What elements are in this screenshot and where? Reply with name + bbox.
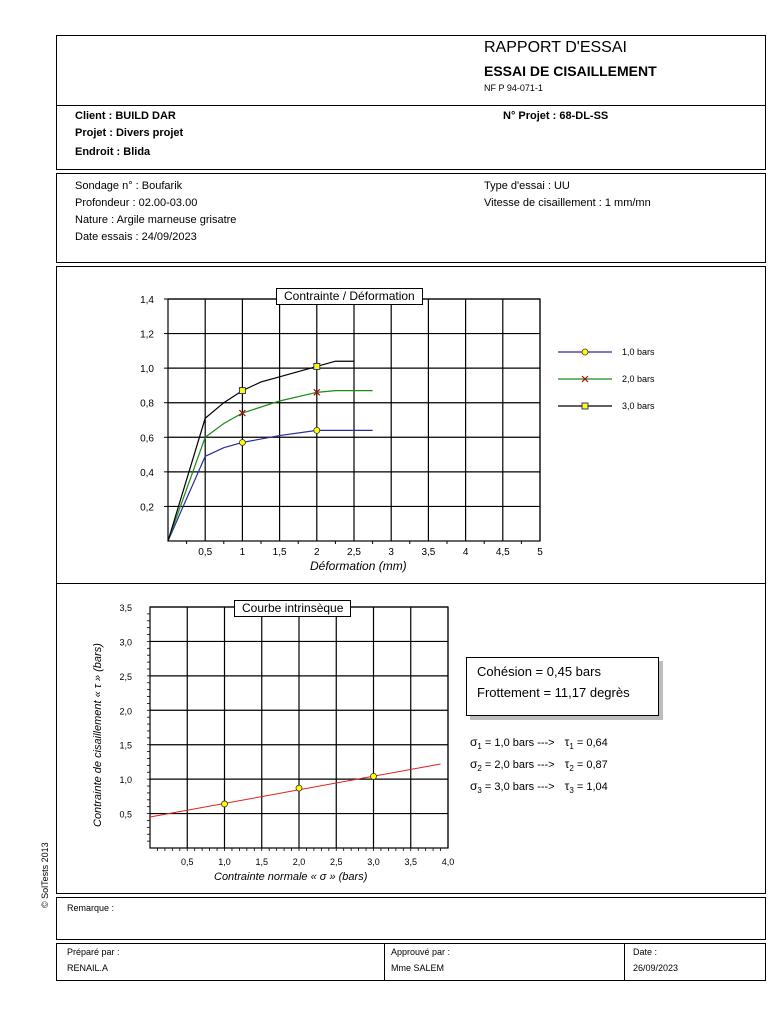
- chart2-ytick-label: 3,0: [119, 637, 132, 648]
- chart2-xtick-label: 4,0: [441, 857, 455, 867]
- header-box: [56, 35, 766, 106]
- result-row: [470, 779, 608, 795]
- chart2-xlabel: Contrainte normale « σ » (bars): [214, 871, 368, 883]
- chart1-xtick-label: 4,5: [495, 547, 510, 558]
- project-name: Projet : Divers projet: [75, 127, 184, 139]
- chart2-xtick-label: 3,5: [404, 857, 418, 867]
- project-number: N° Projet : 68-DL-SS: [503, 110, 609, 122]
- intrinsic-curve-chart: [0, 590, 768, 890]
- chart1-ytick-label: 0,4: [140, 467, 154, 479]
- copyright-text: © SolTests 2013: [40, 842, 50, 908]
- charts-divider: [56, 583, 766, 584]
- chart2-ytick-label: 2,5: [119, 671, 132, 682]
- sigma-value: = 3,0 bars --->: [481, 781, 555, 793]
- nature: Nature : Argile marneuse grisatre: [75, 214, 237, 226]
- chart1-point: [314, 363, 320, 369]
- prepared-by-value: RENAIL.A: [67, 963, 109, 973]
- chart2-point: [222, 801, 228, 807]
- chart1-ytick-label: 1,2: [140, 329, 154, 341]
- chart1-xtick-label: 1: [239, 547, 246, 558]
- tau-value: = 0,87: [573, 759, 608, 771]
- chart1-xlabel: Déformation (mm): [310, 559, 407, 573]
- report-title: RAPPORT D'ESSAI: [484, 39, 627, 56]
- sigma-symbol: σ: [470, 735, 478, 749]
- chart1-xtick-label: 3: [388, 547, 394, 558]
- prepared-by-label: Préparé par :: [67, 947, 120, 957]
- chart1-legend-label: 3,0 bars: [622, 401, 655, 411]
- sigma-value: = 2,0 bars --->: [481, 759, 555, 771]
- chart2-xtick-label: 2,5: [329, 857, 343, 867]
- approved-by-label: Approuvé par :: [391, 947, 451, 957]
- sigma-index: 1: [477, 742, 482, 752]
- chart1-xtick-label: 2: [314, 547, 320, 558]
- chart2-ytick-label: 2,0: [119, 706, 132, 717]
- profondeur: Profondeur : 02.00-03.00: [75, 197, 198, 209]
- chart2-point: [296, 785, 302, 791]
- chart1-xtick-label: 1,5: [272, 547, 287, 558]
- approved-by-value: Mme SALEM: [391, 963, 445, 973]
- date-label: Date :: [633, 947, 658, 957]
- shear-speed: Vitesse de cisaillement : 1 mm/mn: [484, 197, 651, 209]
- chart1-xtick-label: 0,5: [198, 547, 213, 558]
- test-type: Type d'essai : UU: [484, 180, 570, 192]
- chart2-title: Courbe intrinsèque: [234, 600, 351, 617]
- chart2-xtick-label: 3,0: [367, 857, 380, 867]
- tau-symbol: τ: [564, 779, 570, 793]
- result-row: [470, 735, 608, 751]
- sigma-symbol: σ: [470, 779, 478, 793]
- standard-ref: NF P 94-071-1: [484, 83, 543, 93]
- tau-value: = 0,64: [573, 737, 608, 749]
- chart1-ytick-label: 0,8: [140, 398, 154, 410]
- chart1-legend-marker: [582, 349, 588, 355]
- sample-box: [56, 173, 766, 263]
- remarks-label: Remarque :: [67, 903, 115, 913]
- tau-index: 3: [569, 786, 574, 796]
- chart1-xtick-label: 3,5: [421, 547, 436, 558]
- chart1-ytick-label: 1,0: [140, 364, 154, 376]
- chart2-ylabel: Contrainte de cisaillement « τ » (bars): [92, 643, 104, 827]
- date-value: 26/09/2023: [633, 963, 679, 973]
- chart2-xtick-label: 1,0: [218, 857, 231, 867]
- chart2-xtick-label: 0,5: [180, 857, 194, 867]
- tau-index: 2: [569, 764, 574, 774]
- chart1-ytick-label: 0,6: [140, 433, 154, 445]
- chart1-ytick-label: 1,4: [140, 295, 154, 306]
- chart2-ytick-label: 0,5: [119, 809, 132, 820]
- friction-value: Frottement = 11,17 degrès: [477, 685, 630, 700]
- chart2-xtick-label: 1,5: [255, 857, 269, 867]
- chart2-ytick-label: 1,5: [119, 740, 132, 751]
- results-box: [466, 657, 659, 716]
- chart2-xtick-label: 2,0: [292, 857, 306, 867]
- sondage: Sondage n° : Boufarik: [75, 180, 183, 192]
- chart2-point: [371, 773, 377, 779]
- chart1-xtick-label: 5: [537, 547, 543, 558]
- chart1-point: [239, 388, 245, 394]
- chart1-xtick-label: 2,5: [347, 547, 361, 558]
- cohesion-value: Cohésion = 0,45 bars: [477, 664, 601, 679]
- sigma-index: 2: [477, 764, 482, 774]
- test-date: Date essais : 24/09/2023: [75, 231, 197, 243]
- chart1-legend-marker: [582, 403, 588, 409]
- chart1-legend-label: 1,0 bars: [622, 347, 655, 357]
- tau-value: = 1,04: [573, 781, 608, 793]
- stress-strain-chart: [0, 280, 768, 580]
- chart1-xtick-label: 4: [462, 547, 469, 558]
- sigma-value: = 1,0 bars --->: [481, 737, 555, 749]
- tau-symbol: τ: [564, 757, 570, 771]
- location: Endroit : Blida: [75, 146, 151, 158]
- chart1-legend-label: 2,0 bars: [622, 374, 655, 384]
- chart1-title: Contrainte / Déformation: [276, 288, 423, 305]
- remarks-box: [56, 897, 766, 940]
- chart1-point: [239, 439, 245, 445]
- client-box: [56, 105, 766, 170]
- chart2-ytick-label: 3,5: [119, 603, 132, 613]
- chart2-ytick-label: 1,0: [119, 775, 132, 786]
- signature-box: [56, 943, 766, 981]
- sigma-index: 3: [477, 786, 482, 796]
- sigma-symbol: σ: [470, 757, 478, 771]
- tau-index: 1: [569, 742, 574, 752]
- client-name: Client : BUILD DAR: [75, 110, 176, 122]
- result-row: [470, 757, 608, 773]
- report-subtitle: ESSAI DE CISAILLEMENT: [484, 63, 657, 79]
- tau-symbol: τ: [564, 735, 570, 749]
- chart1-point: [314, 427, 320, 433]
- chart1-ytick-label: 0,2: [140, 502, 154, 514]
